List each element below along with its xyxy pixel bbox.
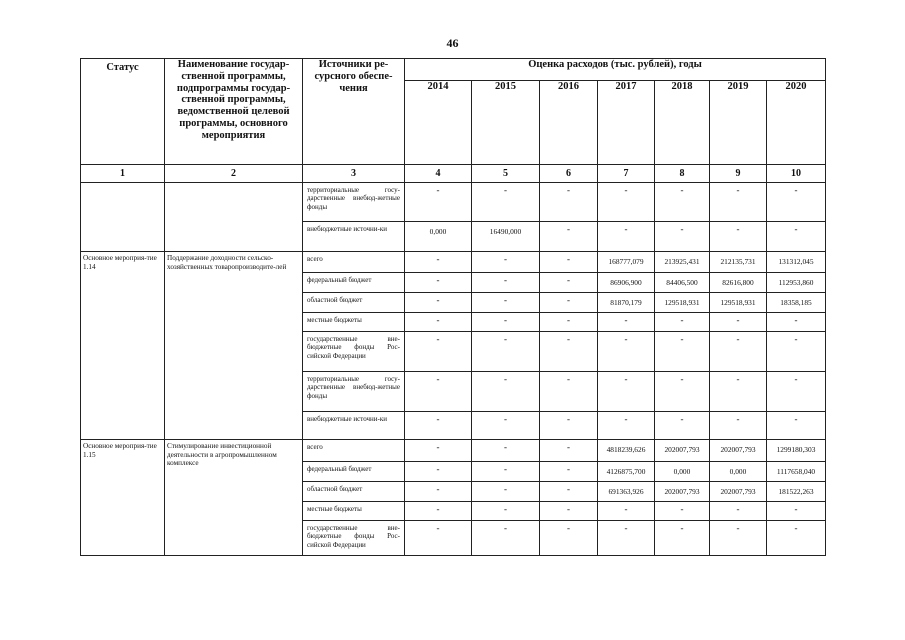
row-value: 84406,500 [655, 273, 710, 293]
row-value: - [540, 521, 598, 556]
row-status [81, 183, 165, 252]
row-program-name: Поддержание доходности сельско-хозяйственных товаропроизводите-лей [165, 252, 303, 440]
row-value: - [655, 222, 710, 252]
row-value: - [710, 313, 767, 332]
row-value: - [540, 440, 598, 462]
row-value: - [405, 183, 472, 222]
row-value: - [710, 332, 767, 372]
row-value: - [655, 502, 710, 521]
row-funding-source: территориальные госу-дарственные внебюд-жетные фонды [303, 372, 405, 412]
row-value: - [472, 313, 540, 332]
row-value: - [655, 412, 710, 440]
row-value: - [472, 332, 540, 372]
row-program-name: Стимулирование инвестиционной деятельности в агропромышленном комплексе [165, 440, 303, 556]
row-value: - [405, 273, 472, 293]
column-number: 2 [165, 165, 303, 183]
row-value: 0,000 [655, 462, 710, 482]
row-value: - [540, 332, 598, 372]
row-value: 202007,793 [655, 482, 710, 502]
row-funding-source: всего [303, 440, 405, 462]
row-value: - [540, 462, 598, 482]
table-row [81, 252, 826, 273]
row-value: - [655, 521, 710, 556]
row-value: - [405, 482, 472, 502]
row-value: - [472, 293, 540, 313]
header-funding-source: Источники ре-сурсного обеспе-чения [303, 59, 405, 165]
row-value: - [655, 183, 710, 222]
row-value: - [598, 372, 655, 412]
row-value: 202007,793 [655, 440, 710, 462]
row-value: - [540, 372, 598, 412]
header-year: 2019 [710, 81, 767, 165]
row-funding-source: государственные вне-бюджетные фонды Рос-сийской Федерации [303, 332, 405, 372]
row-value: - [710, 183, 767, 222]
row-value: - [540, 273, 598, 293]
row-funding-source: внебюджетные источни-ки [303, 412, 405, 440]
row-value: - [540, 313, 598, 332]
row-value: - [472, 183, 540, 222]
row-value: - [540, 412, 598, 440]
row-value: - [655, 332, 710, 372]
header-status: Статус [81, 59, 165, 165]
row-value: - [540, 502, 598, 521]
row-funding-source: федеральный бюджет [303, 462, 405, 482]
row-value: 1117658,040 [767, 462, 826, 482]
row-program-name [165, 183, 303, 252]
header-year: 2018 [655, 81, 710, 165]
table-row [81, 440, 826, 462]
row-value: - [655, 313, 710, 332]
row-funding-source: внебюджетные источни-ки [303, 222, 405, 252]
row-value: - [540, 482, 598, 502]
row-value: - [472, 252, 540, 273]
row-value: 86906,900 [598, 273, 655, 293]
row-value: 0,000 [405, 222, 472, 252]
column-number: 8 [655, 165, 710, 183]
row-value: - [405, 372, 472, 412]
row-value: - [767, 183, 826, 222]
header-year: 2014 [405, 81, 472, 165]
row-value: - [472, 412, 540, 440]
header-year: 2020 [767, 81, 826, 165]
row-value: - [767, 222, 826, 252]
row-value: - [405, 332, 472, 372]
row-value: 0,000 [710, 462, 767, 482]
row-value: - [540, 183, 598, 222]
row-status: Основное мероприя-тие 1.14 [81, 252, 165, 440]
row-value: 131312,045 [767, 252, 826, 273]
row-value: - [598, 313, 655, 332]
row-value: - [598, 521, 655, 556]
row-value: 81870,179 [598, 293, 655, 313]
header-year: 2017 [598, 81, 655, 165]
row-value: - [405, 462, 472, 482]
column-number: 9 [710, 165, 767, 183]
row-funding-source: федеральный бюджет [303, 273, 405, 293]
row-value: - [405, 521, 472, 556]
row-status: Основное мероприя-тие 1.15 [81, 440, 165, 556]
row-value: - [405, 502, 472, 521]
row-value: 202007,793 [710, 440, 767, 462]
row-value: - [767, 372, 826, 412]
row-value: - [767, 521, 826, 556]
row-value: - [710, 412, 767, 440]
row-value: 18358,185 [767, 293, 826, 313]
row-funding-source: всего [303, 252, 405, 273]
column-number: 5 [472, 165, 540, 183]
row-value: 213925,431 [655, 252, 710, 273]
row-value: 212135,731 [710, 252, 767, 273]
row-value: 129518,931 [710, 293, 767, 313]
row-funding-source: территориальные госу-дарственные внебюд-жетные фонды [303, 183, 405, 222]
column-number: 10 [767, 165, 826, 183]
row-value: - [767, 332, 826, 372]
header-year: 2016 [540, 81, 598, 165]
row-value: - [598, 222, 655, 252]
column-number: 7 [598, 165, 655, 183]
header-expenses-group: Оценка расходов (тыс. рублей), годы [405, 59, 826, 81]
header-program-name: Наименование государ-ственной программы, подпрограммы государ-ственной программы, ведомственной целевой программы, основного мероприятия [165, 59, 303, 165]
row-value: - [472, 502, 540, 521]
row-value: - [710, 372, 767, 412]
table-row [81, 183, 826, 222]
row-value: - [655, 372, 710, 412]
row-value: 202007,793 [710, 482, 767, 502]
row-value: 691363,926 [598, 482, 655, 502]
row-value: - [540, 222, 598, 252]
row-value: - [598, 183, 655, 222]
table-body [81, 183, 826, 556]
row-value: 129518,931 [655, 293, 710, 313]
row-value: - [405, 412, 472, 440]
row-value: - [710, 502, 767, 521]
row-value: - [472, 372, 540, 412]
row-value: - [540, 293, 598, 313]
row-funding-source: областной бюджет [303, 293, 405, 313]
row-value: 4818239,626 [598, 440, 655, 462]
row-value: - [405, 440, 472, 462]
row-value: - [767, 313, 826, 332]
row-value: - [540, 252, 598, 273]
column-number: 6 [540, 165, 598, 183]
row-value: - [598, 412, 655, 440]
row-value: 16490,000 [472, 222, 540, 252]
row-value: 181522,263 [767, 482, 826, 502]
row-value: - [405, 252, 472, 273]
row-value: 112953,860 [767, 273, 826, 293]
column-number: 4 [405, 165, 472, 183]
row-value: - [472, 462, 540, 482]
row-value: - [472, 521, 540, 556]
row-funding-source: местные бюджеты [303, 502, 405, 521]
row-value: 168777,079 [598, 252, 655, 273]
row-funding-source: областной бюджет [303, 482, 405, 502]
page-number: 46 [446, 36, 459, 50]
row-value: 82616,800 [710, 273, 767, 293]
row-value: - [710, 521, 767, 556]
row-value: - [472, 273, 540, 293]
row-value: - [472, 482, 540, 502]
column-number: 1 [81, 165, 165, 183]
row-value: - [472, 440, 540, 462]
row-value: 1299180,303 [767, 440, 826, 462]
column-number: 3 [303, 165, 405, 183]
row-value: - [405, 293, 472, 313]
header-year: 2015 [472, 81, 540, 165]
row-value: 4126875,700 [598, 462, 655, 482]
row-value: - [405, 313, 472, 332]
row-funding-source: местные бюджеты [303, 313, 405, 332]
budget-table [80, 58, 826, 556]
row-value: - [598, 332, 655, 372]
row-value: - [767, 412, 826, 440]
row-value: - [598, 502, 655, 521]
row-value: - [767, 502, 826, 521]
row-funding-source: государственные вне-бюджетные фонды Рос-сийской Федерации [303, 521, 405, 556]
row-value: - [710, 222, 767, 252]
